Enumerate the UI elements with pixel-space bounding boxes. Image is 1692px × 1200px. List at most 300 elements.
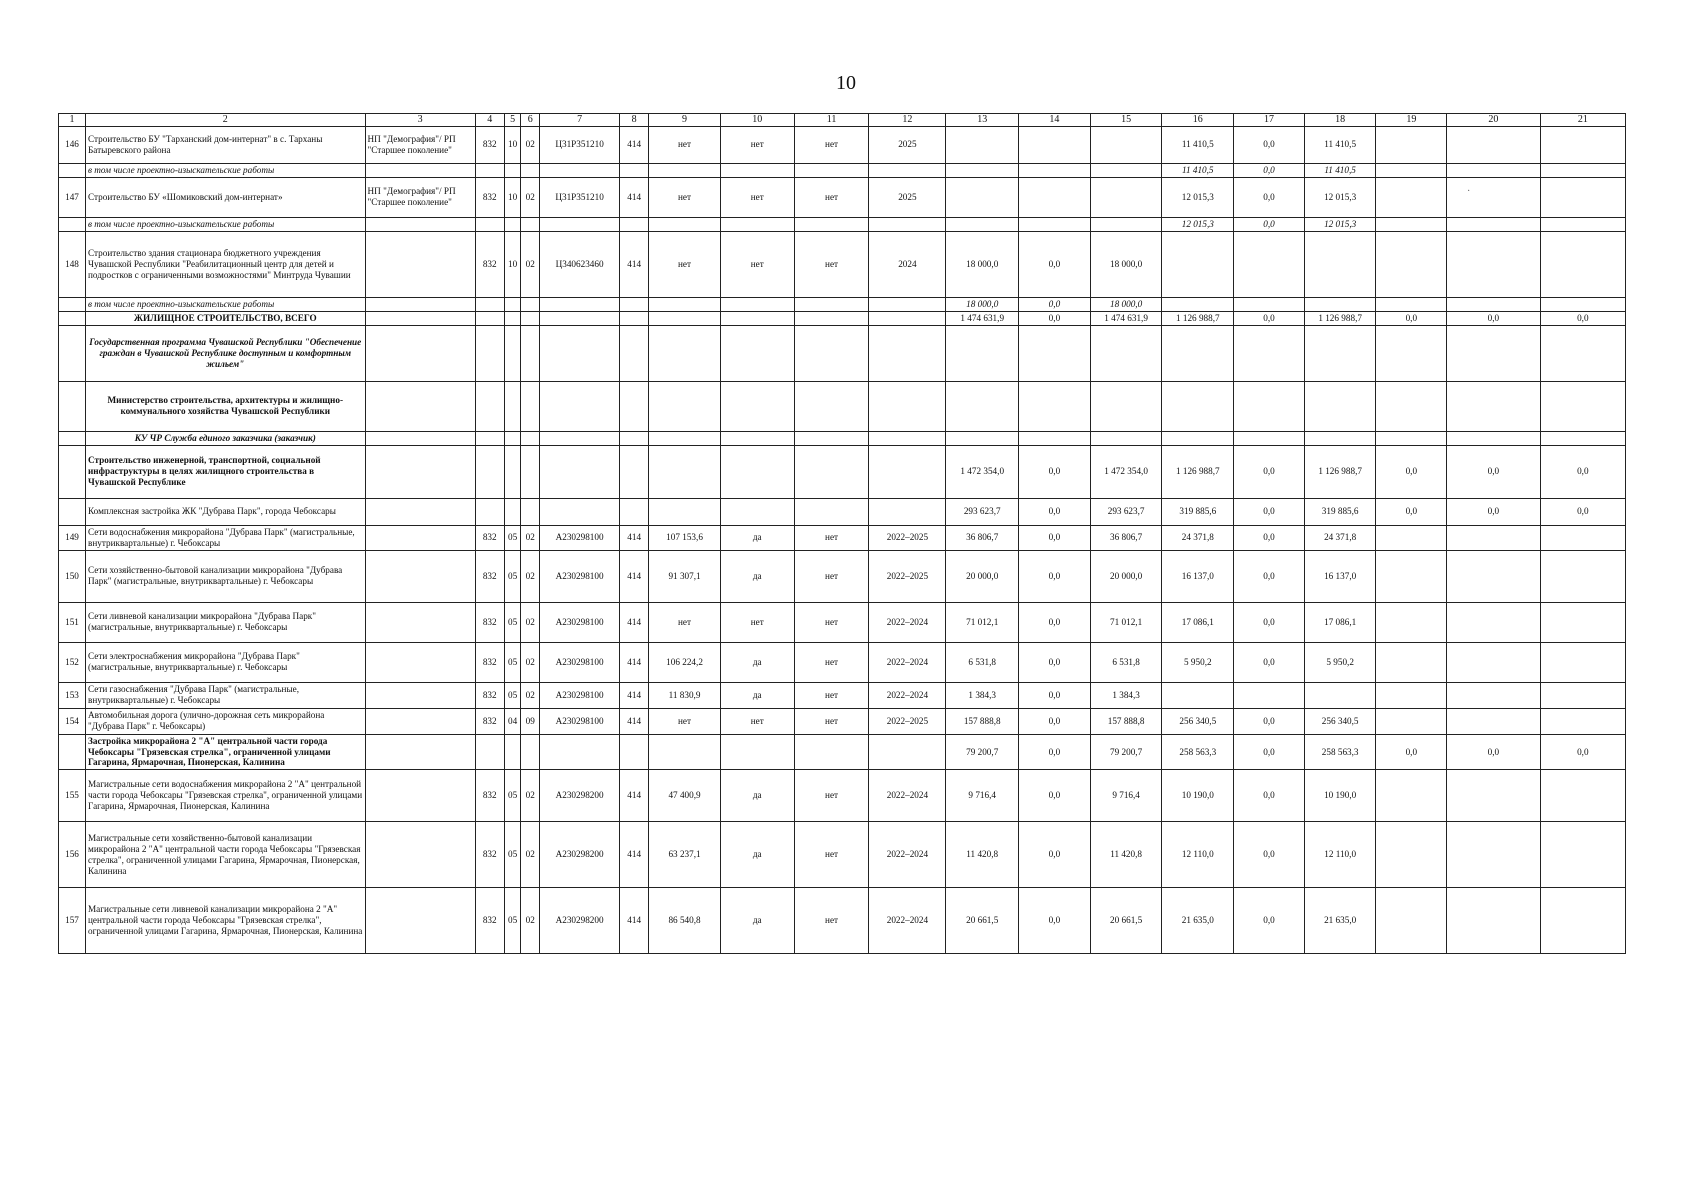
cell-c20 [1447, 682, 1541, 708]
empty-cell [540, 311, 620, 325]
empty-cell [649, 163, 721, 177]
cell-c17: 0,0 [1234, 708, 1305, 734]
table-row [59, 217, 1626, 231]
object-name: Государственная программа Чувашской Республики "Обеспечение граждан в Чувашской Республике доступным и комфортным жильем" [86, 325, 366, 381]
empty-cell [504, 297, 521, 311]
empty-cell [720, 297, 794, 311]
cell-c9: нет [649, 231, 721, 297]
cell-c15: 20 661,5 [1090, 888, 1162, 954]
cell-c4: 832 [475, 770, 504, 822]
object-name: Магистральные сети водоснабжения микрорайона 2 "А" центральной части города Чебоксары "Грязевская стрелка", ограниченной улицами Гагарина, Ярмарочная, Пионерская, Калинина [86, 770, 366, 822]
cell-c17 [1234, 682, 1305, 708]
empty-cell [59, 445, 86, 498]
cell-c8: 414 [620, 822, 649, 888]
cell-c10: да [720, 822, 794, 888]
empty-cell [521, 431, 540, 445]
cell-c6: 02 [521, 822, 540, 888]
cell-c7: А230298100 [540, 525, 620, 550]
empty-cell [540, 445, 620, 498]
cell-c13 [946, 217, 1019, 231]
table-row [59, 325, 1626, 381]
empty-cell [504, 217, 521, 231]
cell-c16: 12 015,3 [1162, 177, 1234, 217]
cell-c9: 11 830,9 [649, 682, 721, 708]
cell-c12: 2022–2024 [869, 888, 946, 954]
empty-cell [521, 381, 540, 431]
cell-c7: Ц31P351210 [540, 177, 620, 217]
empty-cell [794, 381, 869, 431]
cell-n: 154 [59, 708, 86, 734]
empty-cell [794, 498, 869, 525]
cell-c18: 24 371,8 [1304, 525, 1376, 550]
cell-c14: 0,0 [1019, 297, 1091, 311]
cell-c12: 2022–2024 [869, 822, 946, 888]
empty-cell [365, 498, 475, 525]
cell-c15: 20 000,0 [1090, 550, 1162, 602]
cell-c20: 0,0 [1447, 445, 1541, 498]
table-row [59, 888, 1626, 954]
cell-n: 146 [59, 126, 86, 163]
cell-c9: нет [649, 602, 721, 642]
empty-cell [869, 163, 946, 177]
empty-cell [869, 431, 946, 445]
empty-cell [1162, 381, 1234, 431]
empty-cell [1019, 431, 1091, 445]
empty-cell [1234, 431, 1305, 445]
cell-c11: нет [794, 682, 869, 708]
cell-c21 [1540, 708, 1625, 734]
empty-cell [504, 311, 521, 325]
cell-c21 [1540, 177, 1625, 217]
object-name: Сети ливневой канализации микрорайона "Дубрава Парк" (магистральные, внутриквартальные) г. Чебоксары [86, 602, 366, 642]
cell-c12: 2022–2025 [869, 550, 946, 602]
cell-c12: 2025 [869, 177, 946, 217]
cell-c15: 1 384,3 [1090, 682, 1162, 708]
cell-cust [365, 708, 475, 734]
empty-cell [1540, 325, 1625, 381]
cell-n: 157 [59, 888, 86, 954]
cell-c6: 02 [521, 888, 540, 954]
cell-c13: 1 474 631,9 [946, 311, 1019, 325]
cell-c18: 16 137,0 [1304, 550, 1376, 602]
column-number: 18 [1304, 114, 1376, 127]
cell-c9: 106 224,2 [649, 642, 721, 682]
empty-cell [1540, 381, 1625, 431]
empty-cell [540, 734, 620, 770]
cell-c4: 832 [475, 126, 504, 163]
cell-c11: нет [794, 126, 869, 163]
cell-cust [365, 231, 475, 297]
cell-c5: 04 [504, 708, 521, 734]
empty-cell [365, 325, 475, 381]
cell-c15: 18 000,0 [1090, 297, 1162, 311]
cell-c10: да [720, 888, 794, 954]
cell-c9: 86 540,8 [649, 888, 721, 954]
cell-c4: 832 [475, 822, 504, 888]
cell-c17: 0,0 [1234, 445, 1305, 498]
cell-n: 153 [59, 682, 86, 708]
table-row [59, 708, 1626, 734]
table-row [59, 770, 1626, 822]
column-number: 7 [540, 114, 620, 127]
column-number: 11 [794, 114, 869, 127]
cell-c12: 2022–2024 [869, 642, 946, 682]
empty-cell [720, 325, 794, 381]
column-number: 19 [1376, 114, 1447, 127]
table-row [59, 550, 1626, 602]
empty-cell [59, 498, 86, 525]
column-number: 17 [1234, 114, 1305, 127]
cell-c19 [1376, 642, 1447, 682]
empty-cell [59, 325, 86, 381]
cell-c21 [1540, 888, 1625, 954]
budget-table [58, 113, 1626, 954]
cell-c10: да [720, 550, 794, 602]
empty-cell [720, 431, 794, 445]
table-row [59, 525, 1626, 550]
cell-c6: 02 [521, 525, 540, 550]
cell-c20: 0,0 [1447, 498, 1541, 525]
cell-c13: 6 531,8 [946, 642, 1019, 682]
cell-c4: 832 [475, 550, 504, 602]
cell-c21: 0,0 [1540, 498, 1625, 525]
empty-cell [59, 217, 86, 231]
cell-c13: 1 384,3 [946, 682, 1019, 708]
cell-c7: А230298100 [540, 550, 620, 602]
cell-c19 [1376, 231, 1447, 297]
cell-c13: 71 012,1 [946, 602, 1019, 642]
object-name: Сети электроснабжения микрорайона "Дубрава Парк" (магистральные, внутриквартальные) г. Чебоксары [86, 642, 366, 682]
cell-c14 [1019, 126, 1091, 163]
empty-cell [794, 217, 869, 231]
table-row [59, 297, 1626, 311]
cell-c5: 10 [504, 177, 521, 217]
cell-c8: 414 [620, 708, 649, 734]
empty-cell [794, 431, 869, 445]
cell-c20 [1447, 525, 1541, 550]
table-body [59, 114, 1626, 954]
cell-n: 155 [59, 770, 86, 822]
cell-c4: 832 [475, 888, 504, 954]
cell-c12: 2022–2024 [869, 602, 946, 642]
empty-cell [59, 297, 86, 311]
cell-c17: 0,0 [1234, 163, 1305, 177]
cell-n: 152 [59, 642, 86, 682]
table-row [59, 498, 1626, 525]
cell-cust: НП "Демография"/ РП "Старшее поколение" [365, 177, 475, 217]
empty-cell [649, 734, 721, 770]
cell-c14: 0,0 [1019, 498, 1091, 525]
cell-c20 [1447, 602, 1541, 642]
cell-cust [365, 682, 475, 708]
cell-c6: 02 [521, 231, 540, 297]
empty-cell [1019, 325, 1091, 381]
cell-c18: 256 340,5 [1304, 708, 1376, 734]
cell-c4: 832 [475, 525, 504, 550]
cell-c16: 16 137,0 [1162, 550, 1234, 602]
empty-cell [1090, 431, 1162, 445]
cell-c20 [1447, 708, 1541, 734]
cell-c16 [1162, 231, 1234, 297]
cell-c16: 258 563,3 [1162, 734, 1234, 770]
cell-c5: 10 [504, 126, 521, 163]
cell-c19 [1376, 822, 1447, 888]
cell-c6: 02 [521, 126, 540, 163]
scan-dot: · [1467, 186, 1471, 197]
cell-c16 [1162, 297, 1234, 311]
cell-c19 [1376, 550, 1447, 602]
empty-cell [794, 734, 869, 770]
empty-cell [1090, 325, 1162, 381]
empty-cell [1234, 381, 1305, 431]
empty-cell [59, 311, 86, 325]
cell-c8: 414 [620, 770, 649, 822]
empty-cell [869, 381, 946, 431]
cell-c7: А230298200 [540, 770, 620, 822]
empty-cell [1234, 325, 1305, 381]
cell-c16: 256 340,5 [1162, 708, 1234, 734]
cell-c11: нет [794, 231, 869, 297]
table-row [59, 602, 1626, 642]
empty-cell [59, 431, 86, 445]
empty-cell [794, 297, 869, 311]
empty-cell [504, 381, 521, 431]
empty-cell [869, 325, 946, 381]
empty-cell [720, 445, 794, 498]
cell-c21: 0,0 [1540, 311, 1625, 325]
column-number: 1 [59, 114, 86, 127]
cell-c17: 0,0 [1234, 177, 1305, 217]
cell-c8: 414 [620, 602, 649, 642]
empty-cell [365, 381, 475, 431]
empty-cell [475, 325, 504, 381]
column-number: 16 [1162, 114, 1234, 127]
cell-c16: 24 371,8 [1162, 525, 1234, 550]
cell-c7: Ц31P351210 [540, 126, 620, 163]
cell-c10: да [720, 770, 794, 822]
cell-c15: 79 200,7 [1090, 734, 1162, 770]
object-name: в том числе проектно-изыскательские работы [86, 217, 366, 231]
cell-c15 [1090, 163, 1162, 177]
cell-c7: А230298200 [540, 888, 620, 954]
cell-c17: 0,0 [1234, 602, 1305, 642]
cell-c15: 9 716,4 [1090, 770, 1162, 822]
cell-c12: 2022–2025 [869, 708, 946, 734]
cell-c7: А230298100 [540, 708, 620, 734]
cell-c9: 91 307,1 [649, 550, 721, 602]
cell-c19 [1376, 602, 1447, 642]
empty-cell [504, 734, 521, 770]
cell-c21 [1540, 550, 1625, 602]
cell-c15: 293 623,7 [1090, 498, 1162, 525]
empty-cell [869, 297, 946, 311]
cell-c21 [1540, 770, 1625, 822]
cell-c17: 0,0 [1234, 822, 1305, 888]
cell-c19: 0,0 [1376, 734, 1447, 770]
cell-c13: 20 000,0 [946, 550, 1019, 602]
cell-c12: 2025 [869, 126, 946, 163]
cell-c14: 0,0 [1019, 682, 1091, 708]
empty-cell [1376, 325, 1447, 381]
cell-c15: 18 000,0 [1090, 231, 1162, 297]
object-name: Автомобильная дорога (улично-дорожная сеть микрорайона "Дубрава Парк" г. Чебоксары) [86, 708, 366, 734]
empty-cell [540, 163, 620, 177]
empty-cell [620, 734, 649, 770]
empty-cell [1019, 381, 1091, 431]
cell-c10: да [720, 642, 794, 682]
empty-cell [504, 445, 521, 498]
cell-c21 [1540, 642, 1625, 682]
empty-cell [620, 311, 649, 325]
empty-cell [540, 498, 620, 525]
cell-c18: 17 086,1 [1304, 602, 1376, 642]
cell-c8: 414 [620, 126, 649, 163]
column-number: 3 [365, 114, 475, 127]
cell-c18: 12 015,3 [1304, 217, 1376, 231]
empty-cell [869, 734, 946, 770]
cell-n: 151 [59, 602, 86, 642]
empty-cell [1162, 431, 1234, 445]
cell-c18: 10 190,0 [1304, 770, 1376, 822]
cell-c20 [1447, 550, 1541, 602]
cell-c12: 2024 [869, 231, 946, 297]
cell-c11: нет [794, 177, 869, 217]
cell-c5: 05 [504, 642, 521, 682]
cell-c19 [1376, 708, 1447, 734]
column-number: 9 [649, 114, 721, 127]
empty-cell [504, 325, 521, 381]
cell-c21 [1540, 602, 1625, 642]
empty-cell [365, 734, 475, 770]
empty-cell [649, 445, 721, 498]
empty-cell [946, 381, 1019, 431]
empty-cell [1376, 217, 1447, 231]
cell-c8: 414 [620, 888, 649, 954]
cell-c18: 11 410,5 [1304, 126, 1376, 163]
cell-cust [365, 822, 475, 888]
empty-cell [720, 217, 794, 231]
empty-cell [649, 311, 721, 325]
cell-c17: 0,0 [1234, 734, 1305, 770]
cell-c15: 36 806,7 [1090, 525, 1162, 550]
object-name: в том числе проектно-изыскательские работы [86, 163, 366, 177]
empty-cell [521, 311, 540, 325]
cell-c6: 02 [521, 550, 540, 602]
column-number: 15 [1090, 114, 1162, 127]
cell-c7: А230298100 [540, 602, 620, 642]
cell-c7: А230298100 [540, 682, 620, 708]
object-name: Магистральные сети хозяйственно-бытовой канализации микрорайона 2 "А" центральной части города Чебоксары "Грязевская стрелка", ограниченной улицами Гагарина, Ярмарочная, Пионерская, Калинина [86, 822, 366, 888]
cell-c16: 5 950,2 [1162, 642, 1234, 682]
table-row [59, 734, 1626, 770]
column-number: 8 [620, 114, 649, 127]
cell-c5: 10 [504, 231, 521, 297]
cell-c13: 79 200,7 [946, 734, 1019, 770]
cell-c8: 414 [620, 525, 649, 550]
cell-c12: 2022–2024 [869, 682, 946, 708]
empty-cell [1447, 325, 1541, 381]
empty-cell [521, 734, 540, 770]
cell-c11: нет [794, 602, 869, 642]
cell-c13: 20 661,5 [946, 888, 1019, 954]
cell-c16: 17 086,1 [1162, 602, 1234, 642]
object-name: КУ ЧР Служба единого заказчика (заказчик) [86, 431, 366, 445]
empty-cell [946, 431, 1019, 445]
empty-cell [475, 734, 504, 770]
cell-c15: 1 474 631,9 [1090, 311, 1162, 325]
empty-cell [475, 381, 504, 431]
cell-c7: А230298200 [540, 822, 620, 888]
cell-c17: 0,0 [1234, 550, 1305, 602]
cell-c14 [1019, 163, 1091, 177]
cell-c10: нет [720, 602, 794, 642]
cell-c14: 0,0 [1019, 231, 1091, 297]
cell-c15: 157 888,8 [1090, 708, 1162, 734]
cell-c11: нет [794, 550, 869, 602]
cell-c17: 0,0 [1234, 498, 1305, 525]
empty-cell [365, 217, 475, 231]
cell-c13 [946, 177, 1019, 217]
empty-cell [1162, 325, 1234, 381]
cell-c8: 414 [620, 177, 649, 217]
cell-c11: нет [794, 525, 869, 550]
empty-cell [521, 217, 540, 231]
empty-cell [1376, 163, 1447, 177]
empty-cell [475, 163, 504, 177]
empty-cell [720, 498, 794, 525]
cell-c14: 0,0 [1019, 445, 1091, 498]
object-name: в том числе проектно-изыскательские работы [86, 297, 366, 311]
cell-cust [365, 642, 475, 682]
cell-c14: 0,0 [1019, 888, 1091, 954]
empty-cell [521, 498, 540, 525]
cell-c15: 11 420,8 [1090, 822, 1162, 888]
cell-c17: 0,0 [1234, 888, 1305, 954]
cell-c13: 36 806,7 [946, 525, 1019, 550]
cell-c19: 0,0 [1376, 311, 1447, 325]
cell-c15: 71 012,1 [1090, 602, 1162, 642]
empty-cell [475, 297, 504, 311]
empty-cell [475, 311, 504, 325]
cell-c16: 1 126 988,7 [1162, 445, 1234, 498]
empty-cell [794, 445, 869, 498]
object-name: Министерство строительства, архитектуры и жилищно-коммунального хозяйства Чувашской Республики [86, 381, 366, 431]
cell-c6: 09 [521, 708, 540, 734]
empty-cell [620, 431, 649, 445]
cell-c19 [1376, 126, 1447, 163]
column-number: 6 [521, 114, 540, 127]
table-row [59, 682, 1626, 708]
empty-cell [504, 498, 521, 525]
cell-c18: 1 126 988,7 [1304, 445, 1376, 498]
empty-cell [794, 311, 869, 325]
cell-c14: 0,0 [1019, 734, 1091, 770]
table-row [59, 431, 1626, 445]
empty-cell [1447, 163, 1541, 177]
table-row [59, 231, 1626, 297]
empty-cell [59, 381, 86, 431]
empty-cell [649, 381, 721, 431]
cell-cust [365, 602, 475, 642]
cell-c20 [1447, 822, 1541, 888]
cell-c9: 47 400,9 [649, 770, 721, 822]
cell-c21 [1540, 525, 1625, 550]
cell-c6: 02 [521, 602, 540, 642]
cell-c15 [1090, 177, 1162, 217]
cell-c17: 0,0 [1234, 217, 1305, 231]
cell-c6: 02 [521, 177, 540, 217]
cell-c5: 05 [504, 822, 521, 888]
